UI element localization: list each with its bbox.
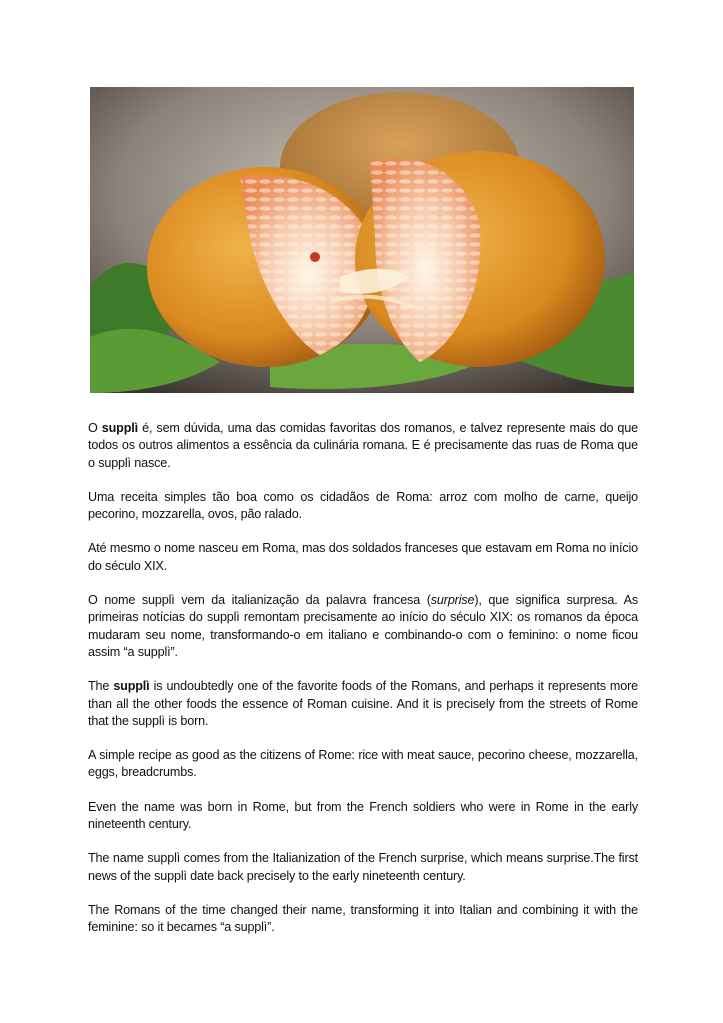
paragraph-en-4: The name supplì comes from the Italianization of the French surprise, which means surprise.The first news of the supplì date back precisely to the early nineteenth century. <box>88 851 638 883</box>
paragraph-pt-1: O supplì é, sem dúvida, uma das comidas favoritas dos romanos, e talvez represente mais do que todos os outros alimentos a essência da culinária romana. E é precisamente das ruas de Roma que o supplì nasce. <box>88 421 638 470</box>
paragraph-pt-3: Até mesmo o nome nasceu em Roma, mas dos soldados franceses que estavam em Roma no início do século XIX. <box>88 541 638 573</box>
paragraph-en-2: A simple recipe as good as the citizens of Rome: rice with meat sauce, pecorino cheese, mozzarella, eggs, breadcrumbs. <box>88 748 638 780</box>
paragraph-en-5: The Romans of the time changed their name, transforming it into Italian and combining it with the feminine: so it becames “a supplì”. <box>88 902 638 935</box>
suppli-photo <box>90 87 634 393</box>
paragraph-pt-4: O nome supplì vem da italianização da palavra francesa (surprise), que significa surpresa. As primeiras notícias do supplì remontam precisamente ao início do século XIX: os romanos da época mudaram seu nome, transformando-o em italiano e combinando-o com o feminino: o nome ficou assim “a supplì”. <box>88 593 638 659</box>
paragraph-en-3: Even the name was born in Rome, but from the French soldiers who were in Rome in the early nineteenth century. <box>88 799 638 832</box>
paragraph-pt-2: Uma receita simples tão boa como os cidadãos de Roma: arroz com molho de carne, queijo pecorino, mozzarella, ovos, pão ralado. <box>88 489 638 522</box>
suppli-photo-icon <box>90 87 634 393</box>
paragraph-en-1: The supplì is undoubtedly one of the favorite foods of the Romans, and perhaps it represents more than all the other foods the essence of Roman cuisine. And it is precisely from the streets of Rome that the supplì is born. <box>88 679 638 728</box>
article-text <box>88 420 638 954</box>
